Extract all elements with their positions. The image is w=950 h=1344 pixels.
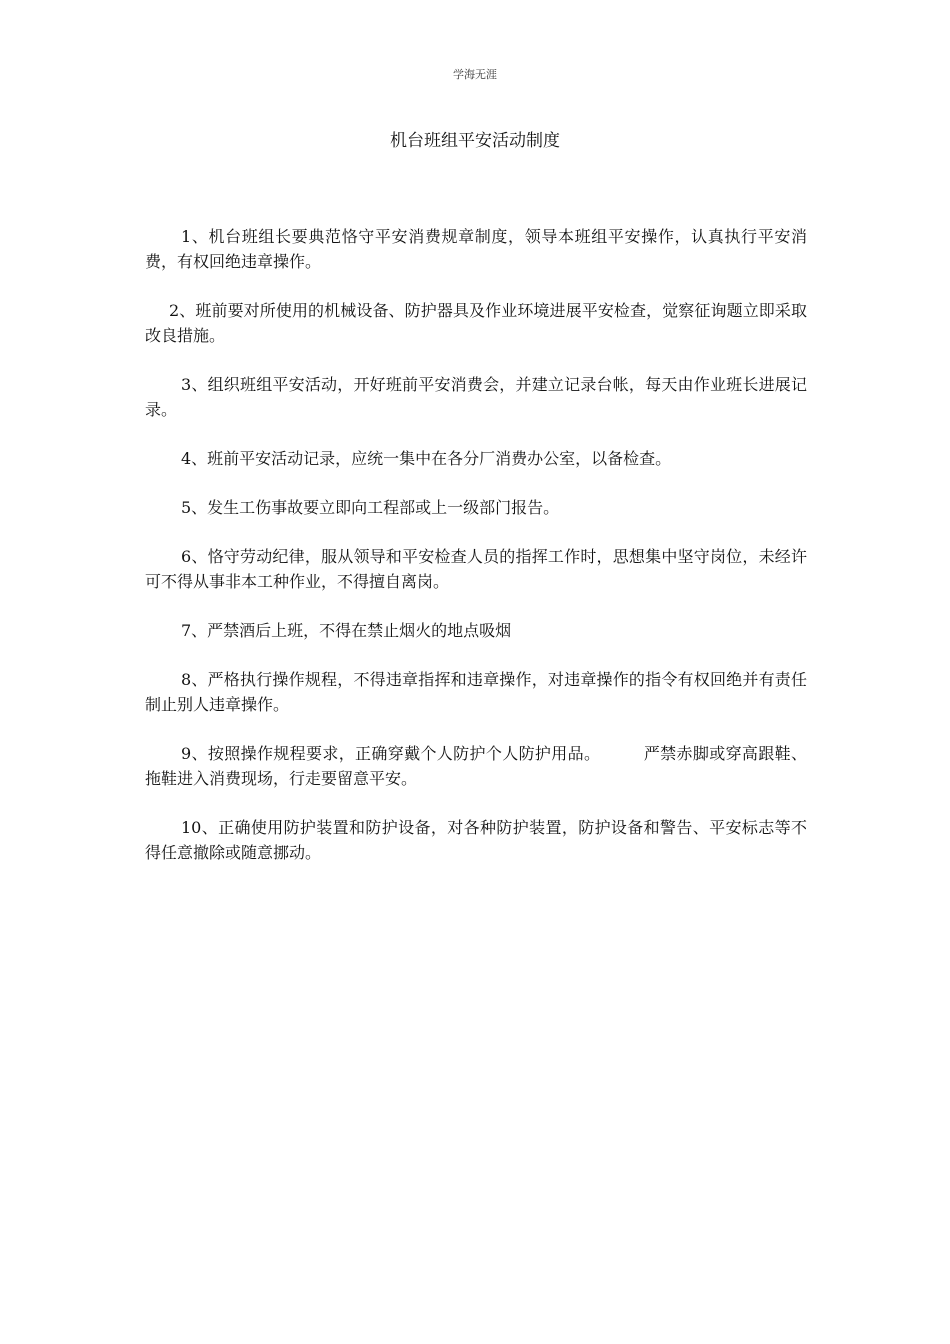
paragraph-5: 5、发生工伤事故要立即向工程部或上一级部门报告。 [181, 498, 560, 517]
document-body [145, 224, 807, 889]
paragraph-4: 4、班前平安活动记录，应统一集中在各分厂消费办公室，以备检查。 [181, 449, 672, 468]
paragraph-8: 8、严格执行操作规程，不得违章指挥和违章操作，对违章操作的指令有权回绝并有责任制止别人违章操作。 [145, 670, 807, 714]
paragraph-1: 1、机台班组长要典范恪守平安消费规章制度，领导本班组平安操作，认真执行平安消费，有权回绝违章操作。 [145, 227, 807, 271]
paragraph-3: 3、组织班组平安活动，开好班前平安消费会，并建立记录台帐，每天由作业班长进展记录。 [145, 375, 807, 419]
page-header: 学海无涯 [453, 68, 497, 81]
paragraph-10: 10、正确使用防护装置和防护设备，对各种防护装置，防护设备和警告、平安标志等不得任意撤除或随意挪动。 [145, 818, 807, 862]
paragraph-7: 7、严禁酒后上班，不得在禁止烟火的地点吸烟 [181, 621, 512, 640]
paragraph-6: 6、恪守劳动纪律，服从领导和平安检查人员的指挥工作时，思想集中坚守岗位，未经许可不得从事非本工种作业，不得擅自离岗。 [145, 547, 807, 591]
document-title: 机台班组平安活动制度 [390, 131, 560, 151]
paragraph-9: 9、按照操作规程要求，正确穿戴个人防护个人防护用品。 严禁赤脚或穿高跟鞋、拖鞋进入消费现场，行走要留意平安。 [145, 744, 807, 788]
paragraph-2: 2、班前要对所使用的机械设备、防护器具及作业环境进展平安检查，觉察征询题立即采取改良措施。 [145, 301, 807, 345]
